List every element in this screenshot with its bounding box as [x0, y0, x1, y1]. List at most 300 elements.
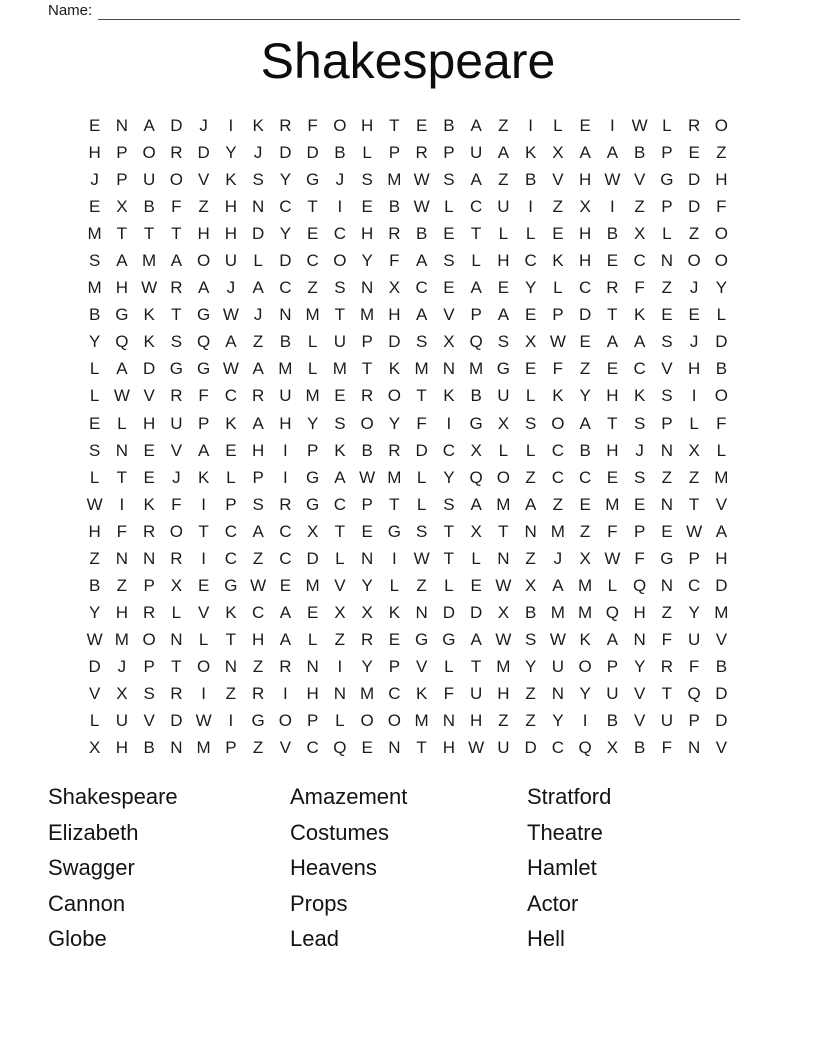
- grid-letter: Z: [552, 197, 564, 217]
- grid-letter: E: [388, 629, 401, 649]
- grid-letter: T: [443, 548, 455, 568]
- word-list-item: Lead: [290, 926, 339, 952]
- grid-letter: L: [498, 440, 509, 460]
- grid-letter: X: [170, 575, 183, 595]
- grid-letter: A: [279, 629, 292, 649]
- grid-letter: G: [469, 413, 483, 433]
- grid-letter: K: [388, 602, 401, 622]
- grid-letter: B: [606, 224, 619, 244]
- grid-letter: V: [197, 170, 210, 190]
- grid-letter: E: [470, 575, 482, 595]
- grid-letter: I: [283, 683, 288, 703]
- grid-letter: K: [552, 251, 564, 271]
- grid-letter: E: [579, 116, 591, 135]
- grid-letter: C: [551, 440, 565, 460]
- grid-letter: A: [252, 413, 264, 433]
- grid-letter: E: [579, 494, 591, 514]
- grid-letter: L: [662, 224, 672, 244]
- grid-letter: R: [415, 143, 428, 163]
- grid-letter: W: [222, 305, 239, 325]
- grid-letter: N: [415, 602, 428, 622]
- grid-letter: F: [634, 548, 645, 568]
- grid-letter: D: [469, 602, 483, 622]
- grid-letter: S: [497, 332, 510, 352]
- grid-letter: Y: [524, 278, 537, 298]
- grid-letter: N: [442, 711, 456, 731]
- grid-letter: X: [579, 197, 591, 217]
- grid-letter: Z: [525, 467, 536, 487]
- grid-letter: Y: [279, 170, 292, 190]
- grid-letter: N: [224, 656, 238, 676]
- grid-letter: Y: [443, 467, 455, 487]
- grid-letter: E: [443, 278, 455, 298]
- grid-letter: T: [143, 224, 155, 244]
- grid-letter: I: [610, 116, 615, 135]
- grid-letter: L: [662, 116, 672, 135]
- grid-letter: I: [528, 197, 533, 217]
- grid-letter: P: [661, 413, 673, 433]
- grid-letter: Z: [252, 548, 264, 568]
- grid-letter: X: [88, 738, 101, 758]
- grid-letter: J: [253, 143, 263, 163]
- grid-letter: R: [660, 656, 674, 676]
- grid-letter: Z: [116, 575, 128, 595]
- grid-letter: S: [361, 170, 373, 190]
- grid-letter: Z: [579, 521, 591, 541]
- grid-letter: A: [497, 305, 510, 325]
- grid-letter: N: [633, 629, 646, 649]
- grid-letter: P: [443, 143, 455, 163]
- grid-letter: T: [334, 305, 346, 325]
- grid-letter: X: [306, 521, 319, 541]
- grid-letter: D: [306, 548, 319, 568]
- grid-letter: F: [552, 359, 564, 379]
- grid-letter: Z: [498, 711, 509, 731]
- grid-letter: Q: [333, 738, 347, 758]
- grid-letter: X: [633, 224, 646, 244]
- grid-letter: I: [582, 711, 588, 731]
- grid-letter: U: [497, 386, 510, 406]
- grid-letter: J: [253, 305, 263, 325]
- grid-letter: W: [604, 548, 621, 568]
- grid-letter: B: [361, 440, 373, 460]
- grid-letter: N: [660, 575, 674, 595]
- grid-letter: Y: [715, 278, 728, 298]
- grid-letter: N: [115, 440, 129, 460]
- grid-letter: H: [115, 278, 129, 298]
- grid-letter: I: [201, 683, 206, 703]
- grid-letter: K: [252, 116, 264, 135]
- word-list-item: Shakespeare: [48, 784, 178, 809]
- grid-letter: A: [116, 251, 128, 271]
- grid-letter: O: [197, 251, 211, 271]
- grid-letter: Y: [579, 683, 591, 703]
- grid-letter: T: [171, 656, 182, 676]
- grid-letter: C: [333, 224, 347, 244]
- grid-letter: W: [222, 359, 239, 379]
- grid-letter: B: [88, 575, 101, 595]
- grid-letter: Z: [525, 548, 536, 568]
- grid-letter: Z: [525, 683, 536, 703]
- grid-letter: W: [195, 711, 212, 731]
- grid-letter: E: [361, 738, 373, 758]
- grid-letter: A: [524, 494, 537, 514]
- grid-letter: L: [471, 251, 481, 271]
- grid-letter: V: [715, 738, 728, 758]
- grid-letter: H: [142, 413, 156, 433]
- grid-letter: Z: [498, 170, 509, 190]
- grid-letter: Q: [605, 602, 619, 622]
- grid-letter: W: [495, 575, 512, 595]
- grid-letter: U: [497, 197, 510, 217]
- grid-letter: D: [279, 251, 292, 271]
- grid-letter: Z: [416, 575, 427, 595]
- grid-letter: S: [661, 332, 673, 352]
- grid-letter: A: [197, 440, 210, 460]
- grid-letter: U: [551, 656, 565, 676]
- grid-letter: A: [470, 170, 482, 190]
- grid-letter: M: [278, 359, 293, 379]
- grid-letter: L: [89, 711, 100, 731]
- grid-letter: Q: [115, 332, 129, 352]
- grid-letter: C: [306, 738, 319, 758]
- grid-letter: F: [389, 251, 400, 271]
- grid-letter: I: [691, 386, 697, 406]
- word-list-item: Stratford: [527, 784, 612, 809]
- grid-letter: L: [553, 278, 563, 298]
- grid-letter: S: [252, 170, 264, 190]
- grid-row: [81, 545, 735, 572]
- grid-letter: U: [224, 251, 238, 271]
- grid-letter: J: [689, 332, 699, 352]
- grid-letter: V: [143, 386, 155, 406]
- grid-letter: I: [201, 494, 206, 514]
- word-list-item: Cannon: [48, 890, 126, 916]
- grid-letter: X: [470, 521, 482, 541]
- grid-letter: H: [306, 683, 319, 703]
- word-list: [48, 779, 768, 957]
- grid-letter: P: [388, 656, 401, 676]
- grid-letter: K: [225, 602, 237, 622]
- grid-letter: V: [334, 575, 346, 595]
- grid-row: [81, 274, 735, 301]
- grid-letter: U: [469, 143, 483, 163]
- grid-letter: R: [388, 224, 401, 244]
- grid-letter: R: [142, 602, 156, 622]
- grid-letter: I: [201, 548, 206, 568]
- grid-letter: T: [443, 521, 455, 541]
- grid-letter: H: [497, 251, 510, 271]
- grid-letter: Y: [552, 711, 564, 731]
- grid-letter: R: [170, 143, 183, 163]
- grid-letter: A: [252, 359, 264, 379]
- grid-letter: I: [337, 656, 343, 676]
- grid-letter: V: [633, 711, 646, 731]
- grid-letter: T: [116, 467, 128, 487]
- grid-letter: L: [689, 413, 699, 433]
- grid-letter: N: [660, 251, 674, 271]
- grid-letter: L: [525, 224, 536, 244]
- grid-letter: P: [116, 143, 128, 163]
- grid-letter: W: [413, 170, 430, 190]
- grid-letter: C: [578, 278, 592, 298]
- grid-letter: C: [224, 521, 238, 541]
- grid-letter: O: [387, 711, 401, 731]
- grid-letter: H: [279, 413, 292, 433]
- grid-letter: N: [251, 197, 265, 217]
- grid-letter: I: [283, 467, 288, 487]
- grid-letter: K: [225, 413, 237, 433]
- grid-letter: O: [333, 251, 347, 271]
- grid-letter: P: [116, 170, 128, 190]
- grid-letter: P: [143, 656, 155, 676]
- grid-letter: V: [715, 494, 728, 514]
- grid-letter: J: [335, 170, 345, 190]
- grid-letter: R: [170, 386, 183, 406]
- grid-letter: M: [578, 602, 593, 622]
- grid-letter: S: [443, 170, 455, 190]
- grid-row: [81, 626, 735, 653]
- grid-letter: V: [661, 359, 673, 379]
- grid-letter: W: [359, 467, 376, 487]
- grid-letter: H: [251, 440, 265, 460]
- grid-letter: Y: [306, 413, 319, 433]
- grid-letter: B: [633, 143, 646, 163]
- grid-letter: T: [661, 683, 673, 703]
- grid-letter: T: [307, 197, 318, 217]
- grid-letter: B: [334, 143, 346, 163]
- grid-letter: Z: [634, 197, 645, 217]
- grid-letter: K: [524, 143, 537, 163]
- grid-letter: H: [715, 548, 728, 568]
- grid-letter: X: [388, 278, 401, 298]
- grid-letter: X: [579, 548, 591, 568]
- grid-letter: D: [687, 170, 701, 190]
- grid-letter: R: [279, 116, 292, 135]
- grid-letter: S: [143, 683, 155, 703]
- grid-letter: R: [251, 683, 265, 703]
- grid-letter: T: [116, 224, 128, 244]
- grid-letter: T: [361, 359, 373, 379]
- grid-letter: G: [415, 629, 429, 649]
- grid-letter: H: [224, 224, 238, 244]
- grid-letter: L: [307, 629, 318, 649]
- grid-letter: P: [633, 521, 646, 541]
- grid-letter: E: [361, 197, 373, 217]
- grid-letter: L: [444, 575, 454, 595]
- grid-letter: M: [360, 305, 375, 325]
- grid-letter: N: [306, 656, 319, 676]
- grid-letter: E: [143, 467, 155, 487]
- grid-letter: S: [524, 413, 537, 433]
- grid-letter: Q: [578, 738, 592, 758]
- grid-letter: J: [90, 170, 99, 190]
- grid-row: [81, 139, 735, 166]
- grid-letter: A: [606, 143, 619, 163]
- grid-row: [81, 464, 735, 491]
- grid-letter: G: [251, 711, 265, 731]
- grid-letter: O: [496, 467, 510, 487]
- grid-letter: U: [497, 738, 510, 758]
- grid-letter: J: [172, 467, 181, 487]
- grid-letter: C: [524, 251, 537, 271]
- grid-letter: S: [334, 413, 346, 433]
- grid-letter: T: [416, 386, 427, 406]
- grid-letter: Y: [579, 386, 591, 406]
- grid-letter: R: [606, 278, 619, 298]
- grid-letter: C: [251, 602, 265, 622]
- grid-letter: O: [360, 711, 374, 731]
- grid-letter: U: [469, 683, 483, 703]
- grid-letter: L: [307, 332, 318, 352]
- grid-letter: L: [253, 251, 263, 271]
- grid-letter: C: [279, 197, 292, 217]
- grid-letter: L: [307, 359, 318, 379]
- grid-letter: K: [143, 494, 155, 514]
- grid-letter: N: [360, 278, 374, 298]
- grid-letter: V: [415, 656, 428, 676]
- grid-letter: H: [497, 683, 510, 703]
- grid-row: [81, 734, 735, 761]
- grid-letter: Y: [88, 332, 101, 352]
- word-list-item: Amazement: [290, 784, 408, 809]
- grid-letter: A: [715, 521, 728, 541]
- grid-letter: A: [116, 359, 128, 379]
- grid-letter: S: [443, 494, 455, 514]
- grid-letter: I: [228, 711, 234, 731]
- grid-letter: H: [251, 629, 265, 649]
- grid-letter: R: [170, 548, 183, 568]
- grid-letter: K: [633, 305, 646, 325]
- grid-letter: D: [142, 359, 156, 379]
- grid-letter: N: [170, 738, 183, 758]
- grid-letter: E: [225, 440, 237, 460]
- grid-letter: J: [117, 656, 127, 676]
- grid-letter: S: [334, 278, 346, 298]
- grid-letter: E: [661, 521, 673, 541]
- grid-letter: H: [388, 305, 401, 325]
- grid-letter: E: [688, 305, 700, 325]
- grid-letter: L: [89, 467, 100, 487]
- grid-letter: J: [226, 278, 236, 298]
- word-search-grid: [81, 112, 735, 761]
- grid-letter: P: [306, 711, 319, 731]
- grid-letter: S: [443, 251, 455, 271]
- grid-letter: G: [660, 170, 674, 190]
- grid-letter: H: [115, 738, 129, 758]
- grid-letter: V: [170, 440, 183, 460]
- grid-letter: T: [470, 224, 482, 244]
- grid-letter: X: [470, 440, 482, 460]
- grid-letter: A: [497, 143, 510, 163]
- grid-letter: M: [332, 359, 347, 379]
- grid-letter: B: [143, 738, 155, 758]
- grid-letter: K: [225, 170, 237, 190]
- grid-letter: L: [525, 440, 536, 460]
- grid-letter: R: [687, 116, 701, 135]
- grid-letter: C: [633, 251, 646, 271]
- grid-letter: E: [279, 575, 292, 595]
- grid-letter: J: [199, 116, 208, 135]
- grid-letter: Q: [687, 683, 701, 703]
- grid-letter: E: [143, 440, 155, 460]
- grid-letter: E: [88, 413, 101, 433]
- grid-letter: K: [633, 386, 646, 406]
- grid-letter: Z: [198, 197, 209, 217]
- grid-letter: Z: [688, 224, 700, 244]
- grid-letter: A: [470, 116, 482, 135]
- grid-letter: I: [283, 440, 288, 460]
- word-list-item: Costumes: [290, 819, 390, 845]
- grid-letter: M: [605, 494, 620, 514]
- grid-letter: F: [716, 413, 727, 433]
- grid-letter: M: [578, 575, 593, 595]
- grid-letter: X: [688, 440, 700, 460]
- grid-letter: B: [143, 197, 155, 217]
- word-column: [527, 779, 768, 957]
- grid-letter: A: [252, 278, 264, 298]
- grid-letter: M: [305, 386, 320, 406]
- grid-letter: Z: [579, 359, 591, 379]
- grid-letter: H: [687, 359, 701, 379]
- grid-row: [81, 572, 735, 599]
- grid-letter: H: [578, 224, 592, 244]
- grid-letter: H: [442, 738, 456, 758]
- grid-letter: L: [525, 386, 536, 406]
- grid-letter: G: [306, 467, 320, 487]
- grid-letter: S: [88, 440, 101, 460]
- grid-letter: V: [633, 170, 646, 190]
- grid-letter: C: [333, 494, 347, 514]
- grid-letter: L: [553, 116, 563, 135]
- grid-letter: M: [714, 602, 729, 622]
- grid-letter: I: [446, 413, 452, 433]
- grid-letter: F: [116, 521, 128, 541]
- grid-letter: M: [114, 629, 129, 649]
- grid-row: [81, 112, 735, 139]
- grid-letter: I: [610, 197, 615, 217]
- grid-letter: M: [387, 170, 402, 190]
- grid-letter: X: [334, 602, 346, 622]
- grid-letter: G: [115, 305, 129, 325]
- grid-letter: Z: [661, 467, 673, 487]
- grid-letter: E: [524, 305, 537, 325]
- grid-letter: P: [225, 494, 237, 514]
- grid-letter: O: [387, 386, 401, 406]
- grid-letter: T: [225, 629, 237, 649]
- grid-letter: P: [143, 575, 155, 595]
- grid-letter: X: [524, 332, 537, 352]
- grid-letter: K: [552, 386, 564, 406]
- grid-letter: V: [143, 711, 155, 731]
- grid-letter: A: [415, 251, 428, 271]
- grid-letter: A: [579, 143, 591, 163]
- grid-letter: I: [528, 116, 533, 135]
- grid-letter: N: [660, 494, 674, 514]
- word-column: [290, 779, 527, 957]
- grid-letter: L: [362, 143, 372, 163]
- word-list-item: Globe: [48, 926, 107, 952]
- grid-letter: A: [252, 521, 264, 541]
- grid-letter: D: [415, 440, 428, 460]
- grid-letter: E: [497, 278, 510, 298]
- grid-letter: H: [360, 224, 374, 244]
- grid-letter: F: [607, 521, 618, 541]
- grid-letter: X: [361, 602, 373, 622]
- name-row: [48, 1, 740, 20]
- grid-letter: M: [196, 738, 211, 758]
- name-label: Name:: [48, 2, 93, 19]
